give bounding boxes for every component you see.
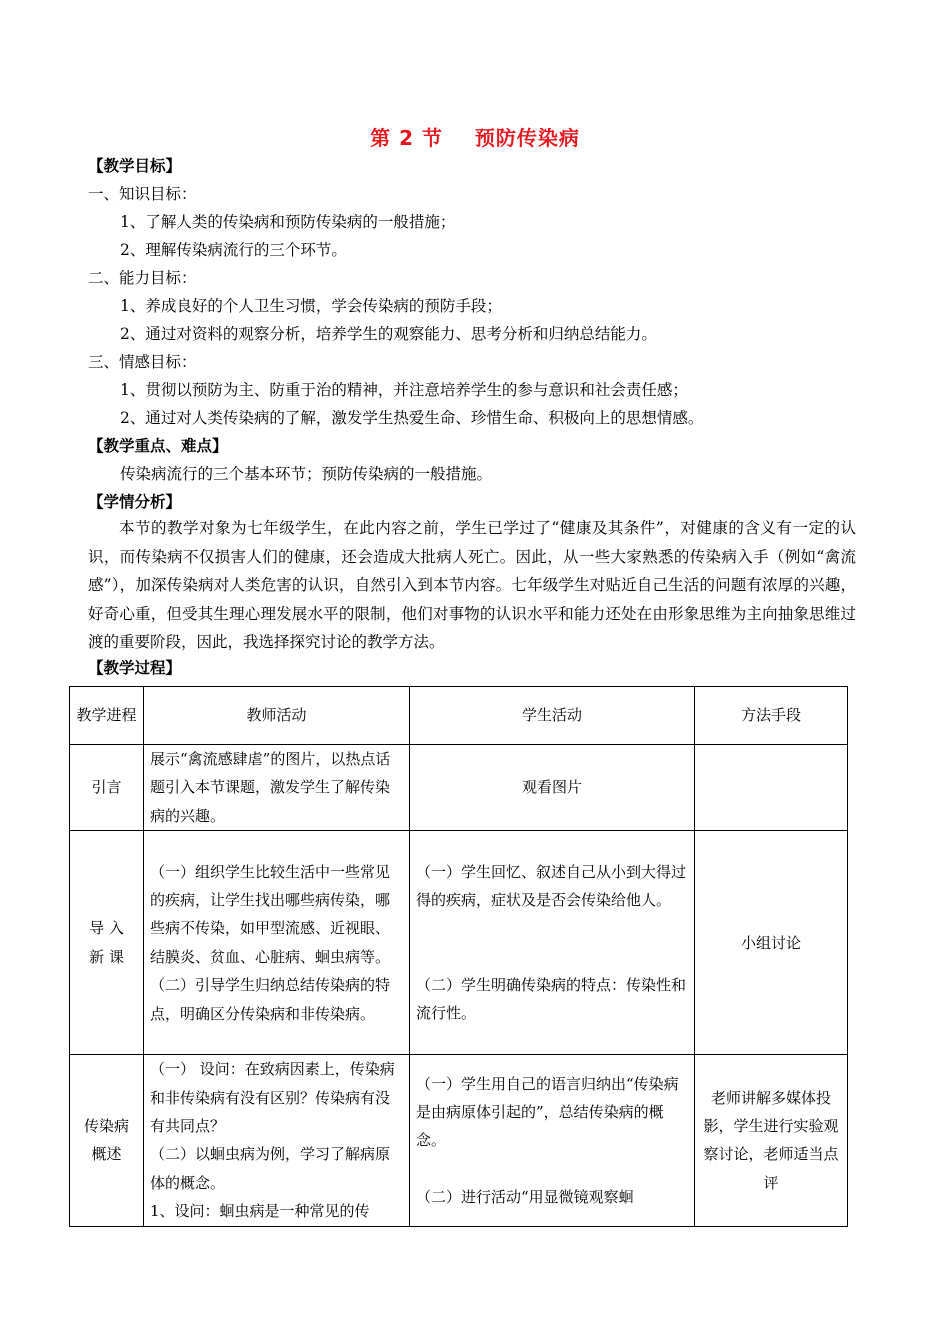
table-header-row xyxy=(70,687,848,745)
teacher-activity-item: 1、设问：蛔虫病是一种常见的传 xyxy=(150,1202,370,1221)
row-teacher: 展示“禽流感肆虐”的图片，以热点话题引入本节课题，激发学生了解传染病的兴趣。 xyxy=(144,745,410,831)
row-method: 小组讨论 xyxy=(695,831,848,1055)
table-row xyxy=(70,1055,848,1226)
page-title: 第 2 节 预防传染病 xyxy=(370,126,580,150)
teacher-activity-item: （二）以蛔虫病为例，学习了解病原体的概念。 xyxy=(150,1145,391,1192)
analysis-paragraph: 本节的教学对象为七年级学生，在此内容之前，学生已学过了“健康及其条件”，对健康的含义有一定的认识，而传染病不仅损害人们的健康，还会造成大批病人死亡。因此，从一些大家熟悉的传染病入手（例如“禽流感”），加深传染病对人类危害的认识，自然引入到本节内容。七年级学生对贴近自己生活的问题有浓厚的兴趣，好奇心重，但受其生理心理发展水平的限制，他们对事物的认识水平和能力还处在由形象思维为主向抽象思维过渡的重要阶段，因此，我选择探究讨论的教学方法。 xyxy=(88,519,856,652)
student-activity-item: （二）学生明确传染病的特点：传染性和流行性。 xyxy=(416,975,687,1023)
goal-knowledge-item-1: 1、了解人类的传染病和预防传染病的一般措施； xyxy=(120,213,456,231)
header-method: 方法手段 xyxy=(695,687,848,745)
student-activity-item: （一）学生用自己的语言归纳出“传染病是由病原体引起的”，总结传染病的概念。 xyxy=(416,1074,679,1150)
key-points-text: 传染病流行的三个基本环节；预防传染病的一般措施。 xyxy=(120,465,493,483)
row-student: 观看图片 xyxy=(410,745,695,831)
goal-ability-item-2: 2、通过对资料的观察分析，培养学生的观察能力、思考分析和归纳总结能力。 xyxy=(120,325,657,343)
header-stage: 教学进程 xyxy=(70,687,144,745)
row-stage: 导 入 新 课 xyxy=(70,831,144,1055)
row-stage: 传染病概述 xyxy=(70,1055,144,1226)
row-student xyxy=(410,1055,695,1226)
table-row xyxy=(70,745,848,831)
teaching-process-table xyxy=(69,686,848,1227)
goal-knowledge-label: 一、知识目标： xyxy=(88,185,197,203)
table-row xyxy=(70,831,848,1055)
row-teacher xyxy=(144,831,410,1055)
header-teacher: 教师活动 xyxy=(144,687,410,745)
row-stage: 引言 xyxy=(70,745,144,831)
teacher-activity-item: （二）引导学生归纳总结传染病的特点，明确区分传染病和非传染病。 xyxy=(150,976,391,1023)
row-method xyxy=(695,745,848,831)
goal-emotion-item-1: 1、贯彻以预防为主、防重于治的精神，并注意培养学生的参与意识和社会责任感； xyxy=(120,381,688,399)
row-student xyxy=(410,831,695,1055)
goal-ability-label: 二、能力目标： xyxy=(88,269,197,287)
heading-goals: 【教学目标】 xyxy=(88,157,182,175)
heading-key-points: 【教学重点、难点】 xyxy=(88,437,228,455)
heading-analysis: 【学情分析】 xyxy=(88,493,182,511)
student-activity-item: （二）进行活动“用显微镜观察蛔 xyxy=(416,1187,634,1206)
goal-ability-item-1: 1、养成良好的个人卫生习惯，学会传染病的预防手段； xyxy=(120,297,502,315)
header-student: 学生活动 xyxy=(410,687,695,745)
goal-emotion-label: 三、情感目标： xyxy=(88,353,197,371)
student-activity-item: （一）学生回忆、叙述自己从小到大得过得的疾病，症状及是否会传染给他人。 xyxy=(416,862,687,910)
goal-emotion-item-2: 2、通过对人类传染病的了解，激发学生热爱生命、珍惜生命、积极向上的思想情感。 xyxy=(120,409,704,427)
heading-process: 【教学过程】 xyxy=(88,659,182,677)
teacher-activity-item: （一） 设问：在致病因素上，传染病和非传染病有没有区别？传染病有没有共同点？ xyxy=(150,1060,395,1136)
teacher-activity-item: （一）组织学生比较生活中一些常见的疾病，让学生找出哪些病传染，哪些病不传染，如甲型流感、近视眼、结膜炎、贫血、心脏病、蛔虫病等。 xyxy=(150,862,391,966)
row-method: 老师讲解多媒体投影，学生进行实验观察讨论，老师适当点评 xyxy=(695,1055,848,1226)
row-teacher xyxy=(144,1055,410,1226)
goal-knowledge-item-2: 2、理解传染病流行的三个环节。 xyxy=(120,241,347,259)
